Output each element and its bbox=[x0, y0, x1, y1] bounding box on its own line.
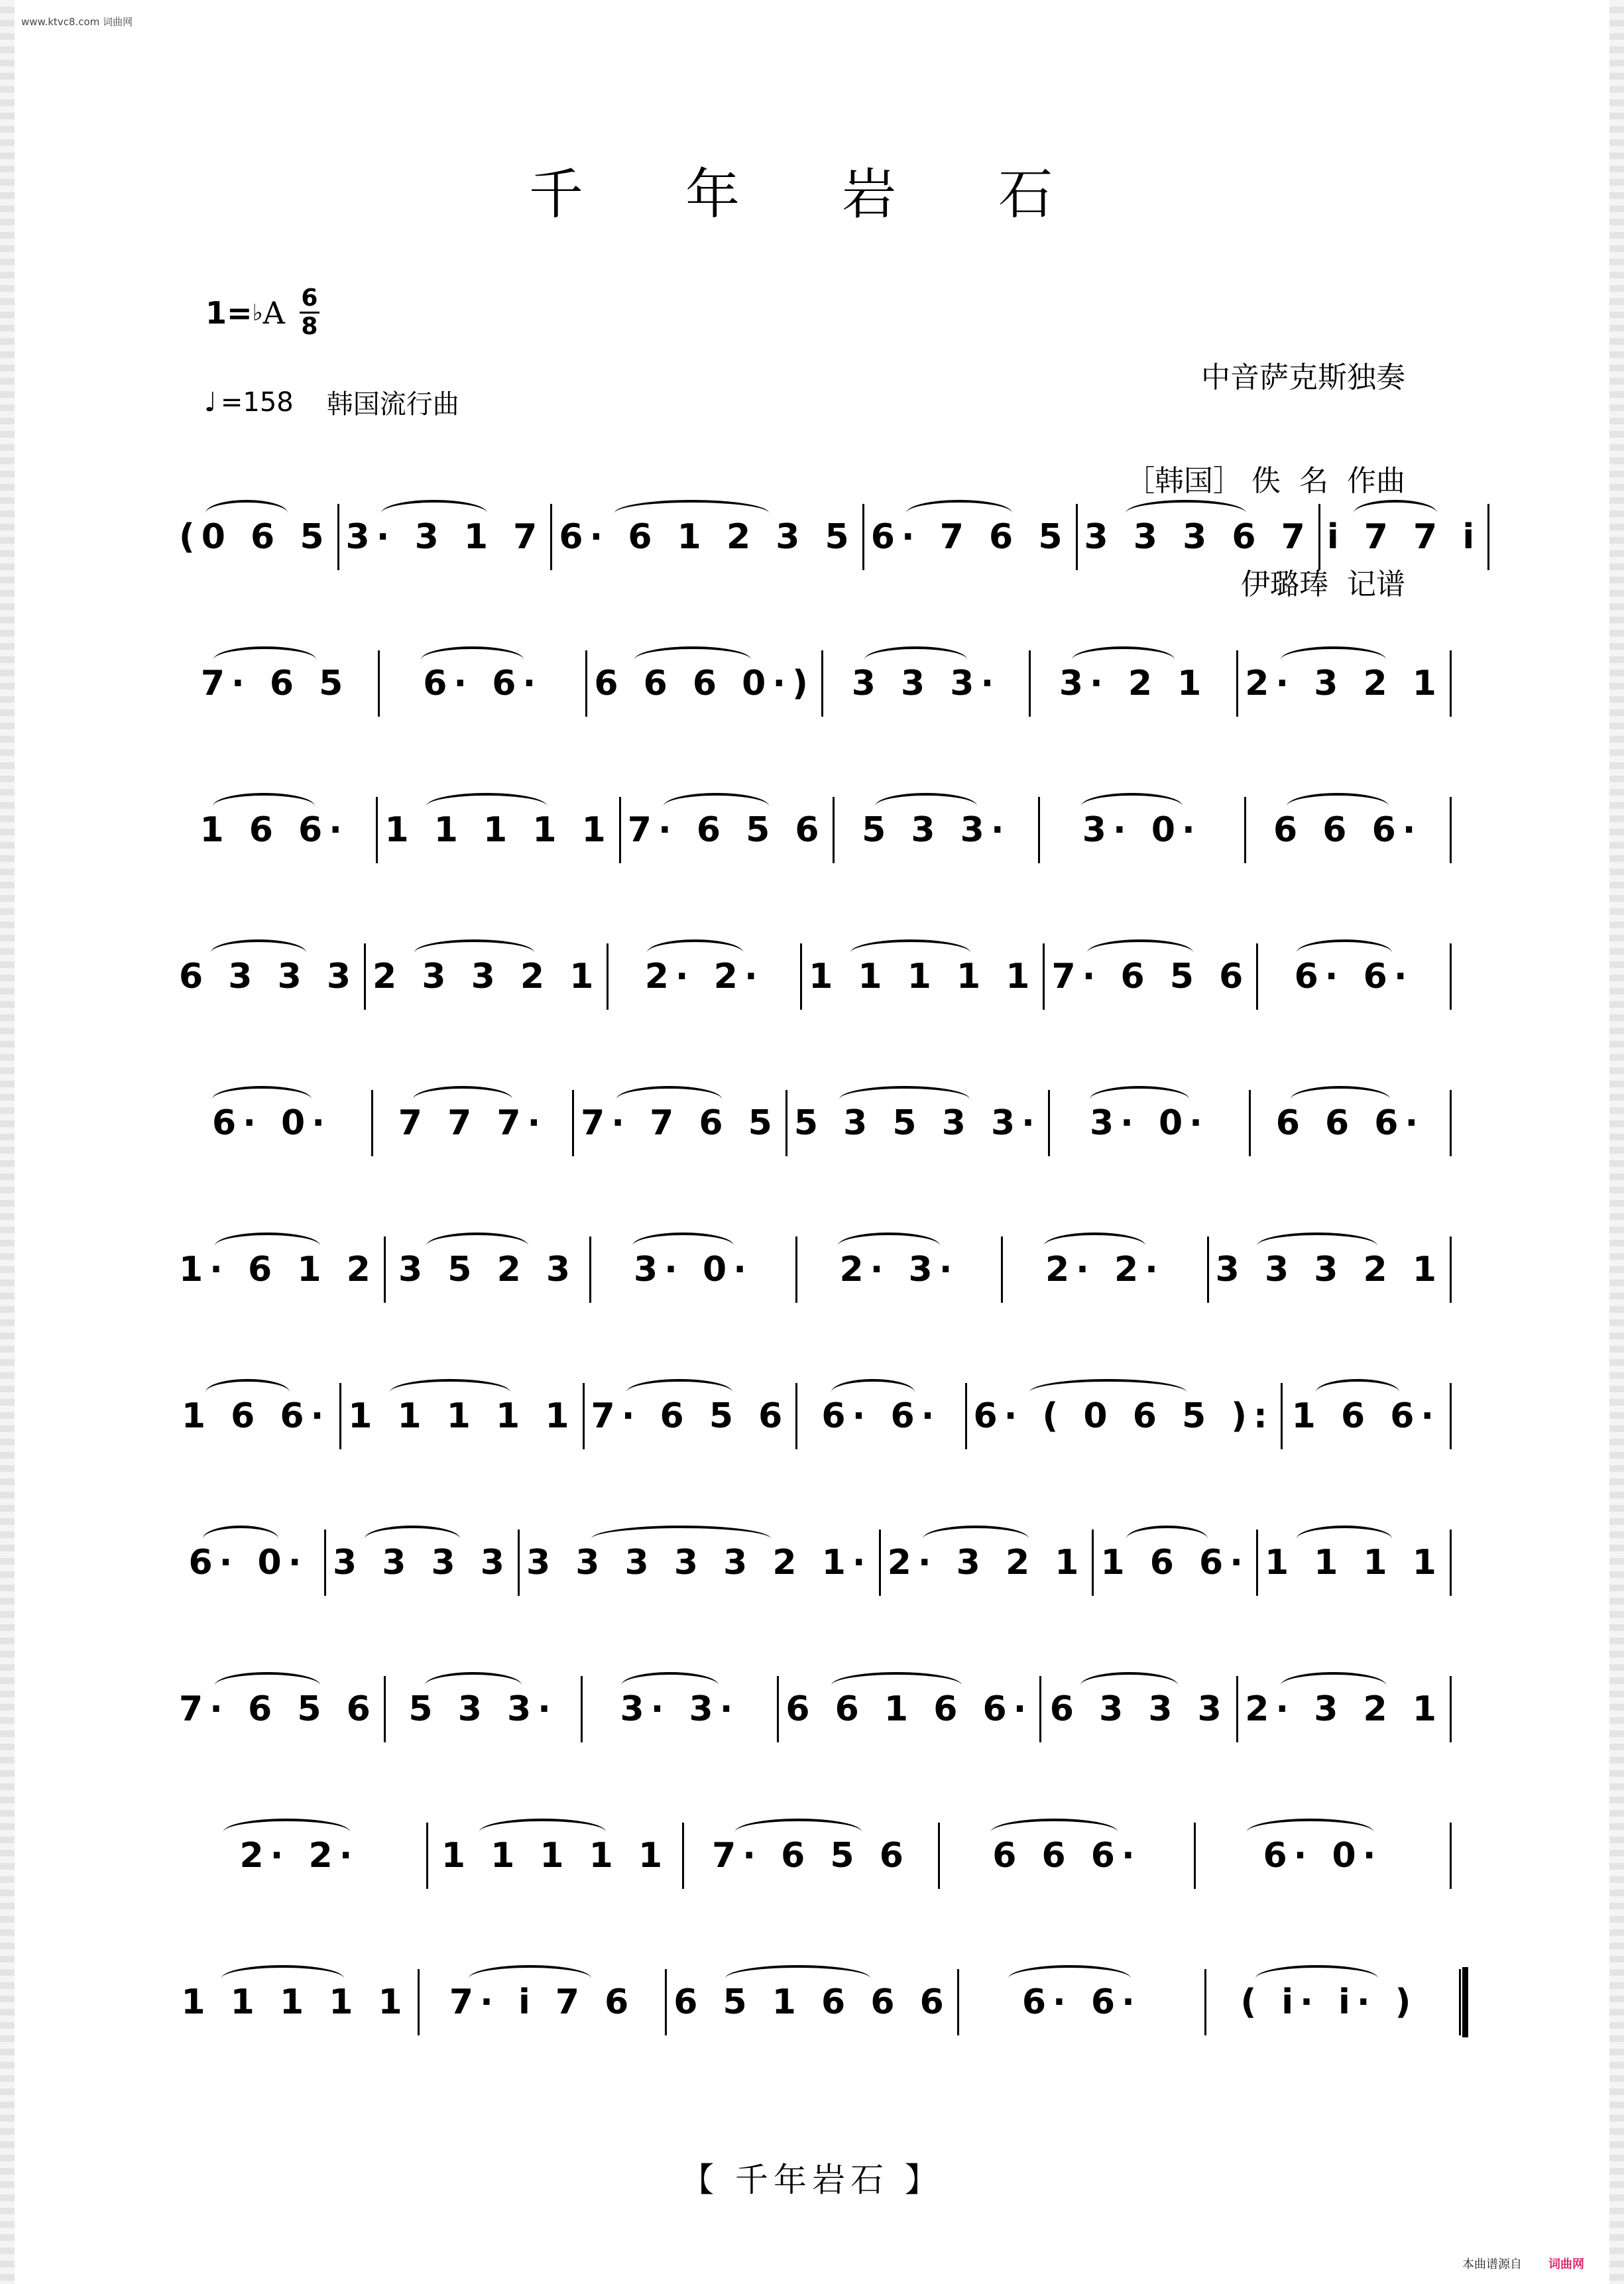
slur-mark bbox=[1291, 1086, 1390, 1112]
measure-notes: 7 7 7· bbox=[398, 1103, 548, 1143]
slur-mark bbox=[426, 793, 547, 819]
measure-notes: 3 5 2 3 bbox=[398, 1250, 577, 1290]
measure-notes: 3· 3 1 7 bbox=[345, 517, 544, 557]
measure-notes: 6· 0· bbox=[1263, 1836, 1383, 1876]
measure bbox=[172, 1383, 341, 1449]
measure-notes: 2· 2· bbox=[644, 957, 764, 996]
slur-mark bbox=[1008, 1965, 1131, 1992]
slur-mark bbox=[213, 646, 316, 673]
measure-notes: 6· ( 0 6 5 ): bbox=[973, 1396, 1274, 1436]
measure bbox=[881, 1530, 1094, 1596]
slur-mark bbox=[725, 1965, 870, 1992]
slur-mark bbox=[1316, 1379, 1399, 1406]
score-system bbox=[172, 464, 1481, 611]
measure-notes: 1 1 1 1 1 bbox=[348, 1396, 576, 1436]
measure bbox=[940, 1823, 1196, 1889]
site-url: www.ktvc8.com 词曲网 bbox=[21, 16, 133, 28]
measure-notes: 6· 0· bbox=[188, 1543, 308, 1583]
score-system bbox=[172, 1343, 1452, 1490]
measure bbox=[373, 1090, 574, 1156]
measure bbox=[1251, 1090, 1452, 1156]
slur-mark bbox=[425, 1672, 522, 1699]
measure-notes: (0 6 5 bbox=[179, 517, 331, 557]
slur-mark bbox=[365, 1526, 461, 1552]
slur-mark bbox=[1281, 1672, 1386, 1699]
slur-mark bbox=[831, 1672, 962, 1699]
measure-notes: 2· 3· bbox=[839, 1250, 959, 1290]
slur-mark bbox=[211, 939, 307, 966]
measure bbox=[341, 1383, 584, 1449]
measure bbox=[835, 797, 1040, 863]
slur-mark bbox=[864, 646, 967, 673]
slur-mark bbox=[469, 1965, 591, 1992]
measure bbox=[366, 943, 609, 1010]
footer-title: 【 千年岩石 】 bbox=[681, 2161, 943, 2199]
measure-notes: 2 3 3 2 1 bbox=[373, 957, 601, 996]
slur-mark bbox=[215, 1672, 320, 1699]
score-system bbox=[172, 611, 1452, 757]
measure-notes: 3· 0· bbox=[1082, 810, 1202, 850]
slur-mark bbox=[923, 1526, 1028, 1552]
measure-notes: 6 6 6 0·) bbox=[594, 664, 815, 703]
measure bbox=[380, 650, 587, 717]
measure-notes: 1 6 6· bbox=[181, 1396, 331, 1436]
measure bbox=[823, 650, 1031, 717]
slur-mark bbox=[1297, 939, 1392, 966]
score-system bbox=[172, 1490, 1452, 1636]
measure bbox=[172, 504, 339, 570]
measure bbox=[172, 650, 380, 717]
measure-notes: 2· 3 2 1 bbox=[1245, 1689, 1444, 1729]
slur-mark bbox=[1354, 500, 1437, 526]
slur-mark bbox=[991, 1819, 1118, 1845]
measure bbox=[802, 943, 1045, 1010]
credit-line-1: 中音萨克斯独奏 bbox=[1201, 361, 1405, 394]
footer-brand-logo: 词曲网 bbox=[1548, 2257, 1584, 2271]
measure bbox=[172, 1090, 373, 1156]
right-margin-strip bbox=[1609, 0, 1624, 2284]
measure-notes: 2· 3 2 1 bbox=[1245, 664, 1443, 703]
measure-notes: 3 3 3· bbox=[851, 664, 1001, 703]
measure-notes: 7· i 7 6 bbox=[449, 1982, 636, 2022]
time-sig-bottom: 8 bbox=[301, 313, 318, 340]
measure bbox=[386, 1676, 583, 1742]
measure-notes: 1 1 1 1 1 bbox=[384, 810, 612, 850]
measure bbox=[172, 797, 378, 863]
measure-notes: 3 3 3 3 bbox=[332, 1543, 511, 1583]
slur-mark bbox=[1126, 1526, 1207, 1552]
slur-mark bbox=[1281, 646, 1386, 673]
measure bbox=[1206, 1969, 1452, 2035]
slur-mark bbox=[223, 1819, 351, 1845]
slur-mark bbox=[626, 1379, 732, 1406]
slur-mark bbox=[839, 1086, 970, 1112]
measure bbox=[1003, 1236, 1208, 1303]
measure bbox=[1045, 943, 1258, 1010]
measure bbox=[797, 1236, 1003, 1303]
slur-mark bbox=[421, 646, 524, 673]
measure-notes: 1· 6 1 2 bbox=[179, 1250, 377, 1290]
slur-mark bbox=[381, 500, 487, 526]
measure bbox=[1196, 1823, 1452, 1889]
key-prefix: 1= bbox=[205, 294, 253, 331]
measure-notes: 3 3 3 2 1 bbox=[1215, 1250, 1443, 1290]
measure bbox=[1094, 1530, 1258, 1596]
measure bbox=[1246, 797, 1452, 863]
measure-notes: 6 3 3 3 bbox=[179, 957, 358, 996]
slur-mark bbox=[1072, 646, 1175, 673]
slur-mark bbox=[212, 1086, 312, 1112]
measure bbox=[797, 1383, 966, 1449]
slur-mark bbox=[591, 1526, 771, 1552]
measure bbox=[1209, 1236, 1452, 1303]
measure bbox=[520, 1530, 881, 1596]
measure-notes: 5 3 3· bbox=[862, 810, 1011, 850]
slur-mark bbox=[479, 1819, 607, 1845]
measure bbox=[684, 1823, 940, 1889]
measure-notes: 2· 2· bbox=[239, 1836, 359, 1876]
measure bbox=[428, 1823, 684, 1889]
measure-notes: 6 6 6· bbox=[992, 1836, 1141, 1876]
slur-mark bbox=[1029, 1379, 1187, 1406]
measure bbox=[667, 1969, 959, 2035]
measure bbox=[583, 1676, 780, 1742]
slur-mark bbox=[735, 1819, 862, 1845]
footer-brand bbox=[1462, 2255, 1584, 2272]
measure bbox=[1283, 1383, 1452, 1449]
slur-mark bbox=[1126, 500, 1246, 526]
slur-mark bbox=[838, 1232, 940, 1259]
slur-mark bbox=[634, 646, 751, 673]
measure bbox=[1031, 650, 1238, 717]
measure-notes: 7· 6 5 6 bbox=[591, 1396, 789, 1436]
measure bbox=[1040, 797, 1246, 863]
measure-notes: ( i· i· ) bbox=[1240, 1982, 1418, 2022]
slur-mark bbox=[413, 1086, 512, 1112]
measure-notes: 6 6 6· bbox=[1273, 810, 1422, 850]
measure bbox=[172, 1530, 326, 1596]
slur-mark bbox=[906, 500, 1012, 526]
measure-notes: 7· 6 5 bbox=[200, 664, 350, 703]
measure-notes: 6· 6· bbox=[1294, 957, 1414, 996]
slur-mark bbox=[647, 939, 742, 966]
measure-notes: i 7 7 i bbox=[1326, 517, 1481, 557]
measure-notes: 6· 6 1 2 3 5 bbox=[559, 517, 856, 557]
slur-mark bbox=[1255, 1965, 1378, 1992]
measure bbox=[787, 1090, 1050, 1156]
measure bbox=[326, 1530, 520, 1596]
slur-mark bbox=[1044, 1232, 1146, 1259]
left-margin-strip bbox=[0, 0, 15, 2284]
slur-mark bbox=[205, 500, 288, 526]
measure-notes: 6 5 1 6 6 6 bbox=[673, 1982, 951, 2022]
measure-notes: 6· 7 6 5 bbox=[870, 517, 1069, 557]
measure-notes: 5 3 3· bbox=[408, 1689, 557, 1729]
page-title: 千 年 岩 石 bbox=[528, 163, 1096, 226]
measure-notes: 6· 6· bbox=[1021, 1982, 1141, 2022]
score-system bbox=[172, 904, 1452, 1050]
slur-mark bbox=[1257, 1232, 1377, 1259]
measure bbox=[585, 1383, 798, 1449]
measure bbox=[172, 943, 366, 1010]
measure bbox=[1078, 504, 1320, 570]
measure-notes: 1 6 6· bbox=[1100, 1543, 1249, 1583]
measure-notes: 7· 7 6 5 bbox=[581, 1103, 779, 1143]
measure bbox=[1320, 504, 1489, 570]
quarter-note-icon: ♩ bbox=[204, 387, 217, 418]
score-system bbox=[172, 1636, 1452, 1783]
measure-notes: 7· 6 5 6 bbox=[1051, 957, 1250, 996]
measure bbox=[779, 1676, 1041, 1742]
measure-notes: 3 3 3 6 7 bbox=[1084, 517, 1312, 557]
slur-mark bbox=[1080, 1672, 1178, 1699]
measure-notes: 7· 6 5 6 bbox=[712, 1836, 910, 1876]
measure-notes: 1 6 6· bbox=[1291, 1396, 1441, 1436]
measure bbox=[967, 1383, 1283, 1449]
time-signature bbox=[300, 285, 319, 340]
tempo-value: =158 bbox=[220, 387, 294, 418]
measure bbox=[609, 943, 802, 1010]
footer-source-label: 本曲谱源自 bbox=[1462, 2257, 1522, 2271]
measure bbox=[959, 1969, 1206, 2035]
credit-line-3: 伊璐琫 记谱 bbox=[1241, 568, 1405, 601]
slur-mark bbox=[221, 1965, 344, 1992]
slur-mark bbox=[390, 1379, 510, 1406]
measure-notes: 3· 0· bbox=[1089, 1103, 1209, 1143]
measure bbox=[420, 1969, 667, 2035]
slur-mark bbox=[213, 793, 315, 819]
slur-mark bbox=[875, 793, 977, 819]
measure-notes: 6 6 1 6 6· bbox=[785, 1689, 1033, 1729]
slur-mark bbox=[831, 1379, 915, 1406]
measure-notes: 6· 6· bbox=[821, 1396, 941, 1436]
slur-mark bbox=[203, 1526, 278, 1552]
measure-notes: 7· 6 5 6 bbox=[627, 810, 826, 850]
measure bbox=[552, 504, 864, 570]
measure bbox=[386, 1236, 591, 1303]
measure bbox=[339, 504, 553, 570]
measure bbox=[1258, 1530, 1452, 1596]
measure bbox=[1041, 1676, 1238, 1742]
slur-mark bbox=[850, 939, 971, 966]
measure bbox=[172, 1969, 420, 2035]
slur-mark bbox=[1297, 1526, 1393, 1552]
slur-mark bbox=[426, 1232, 528, 1259]
slur-mark bbox=[616, 1086, 722, 1112]
measure bbox=[1238, 650, 1452, 717]
measure-notes: 1 6 6· bbox=[200, 810, 349, 850]
measure bbox=[172, 1236, 386, 1303]
measure bbox=[172, 1823, 428, 1889]
slur-mark bbox=[215, 1232, 320, 1259]
measure bbox=[1050, 1090, 1251, 1156]
measure bbox=[621, 797, 835, 863]
measure bbox=[1238, 1676, 1452, 1742]
measure bbox=[587, 650, 823, 717]
measure-notes: 1 1 1 1 bbox=[1264, 1543, 1443, 1583]
measure bbox=[574, 1090, 787, 1156]
measure bbox=[172, 1676, 386, 1742]
measure-notes: 6· 0· bbox=[212, 1103, 331, 1143]
slur-mark bbox=[1287, 793, 1389, 819]
slur-mark bbox=[1090, 1086, 1189, 1112]
flat-icon: ♭ bbox=[252, 299, 263, 326]
measure-notes: 3· 0· bbox=[634, 1250, 753, 1290]
score bbox=[172, 464, 1481, 2076]
credit-line-2: ［韩国］ 佚 名 作曲 bbox=[1126, 464, 1405, 498]
measure-notes: 7· 6 5 6 bbox=[179, 1689, 377, 1729]
measure-notes: 6 3 3 3 bbox=[1049, 1689, 1228, 1729]
measure-notes: 2· 3 2 1 bbox=[887, 1543, 1086, 1583]
measure-notes: 3· 3· bbox=[620, 1689, 740, 1729]
measure bbox=[864, 504, 1078, 570]
slur-mark bbox=[205, 1379, 289, 1406]
measure bbox=[378, 797, 620, 863]
score-system bbox=[172, 1050, 1452, 1197]
measure-notes: 1 1 1 1 1 bbox=[441, 1836, 669, 1876]
measure bbox=[1258, 943, 1452, 1010]
slur-mark bbox=[621, 1672, 719, 1699]
slur-mark bbox=[414, 939, 535, 966]
measure-notes: 1 1 1 1 1 bbox=[809, 957, 1037, 996]
slur-mark bbox=[614, 500, 770, 526]
slur-mark bbox=[1081, 793, 1183, 819]
measure-notes: 2· 2· bbox=[1045, 1250, 1165, 1290]
score-system bbox=[172, 757, 1452, 904]
slur-mark bbox=[1247, 1819, 1374, 1845]
time-sig-top: 6 bbox=[301, 284, 318, 312]
measure bbox=[591, 1236, 797, 1303]
measure-notes: 5 3 5 3 3· bbox=[793, 1103, 1041, 1143]
measure-notes: 3 3 3 3 3 2 1· bbox=[526, 1543, 872, 1583]
score-system bbox=[172, 1783, 1452, 1929]
tempo-marking bbox=[204, 383, 459, 421]
slur-mark bbox=[664, 793, 769, 819]
key-signature bbox=[205, 285, 319, 340]
key-note: A bbox=[262, 294, 285, 331]
slur-mark bbox=[632, 1232, 734, 1259]
measure-notes: 6· 6· bbox=[423, 664, 543, 703]
measure-notes: 3· 2 1 bbox=[1059, 664, 1208, 703]
slur-mark bbox=[1087, 939, 1192, 966]
measure-notes: 6 6 6· bbox=[1275, 1103, 1425, 1143]
measure-notes: 1 1 1 1 1 bbox=[181, 1982, 409, 2022]
style-label: 韩国流行曲 bbox=[326, 389, 459, 420]
score-system bbox=[172, 1929, 1452, 2076]
score-system bbox=[172, 1197, 1452, 1343]
